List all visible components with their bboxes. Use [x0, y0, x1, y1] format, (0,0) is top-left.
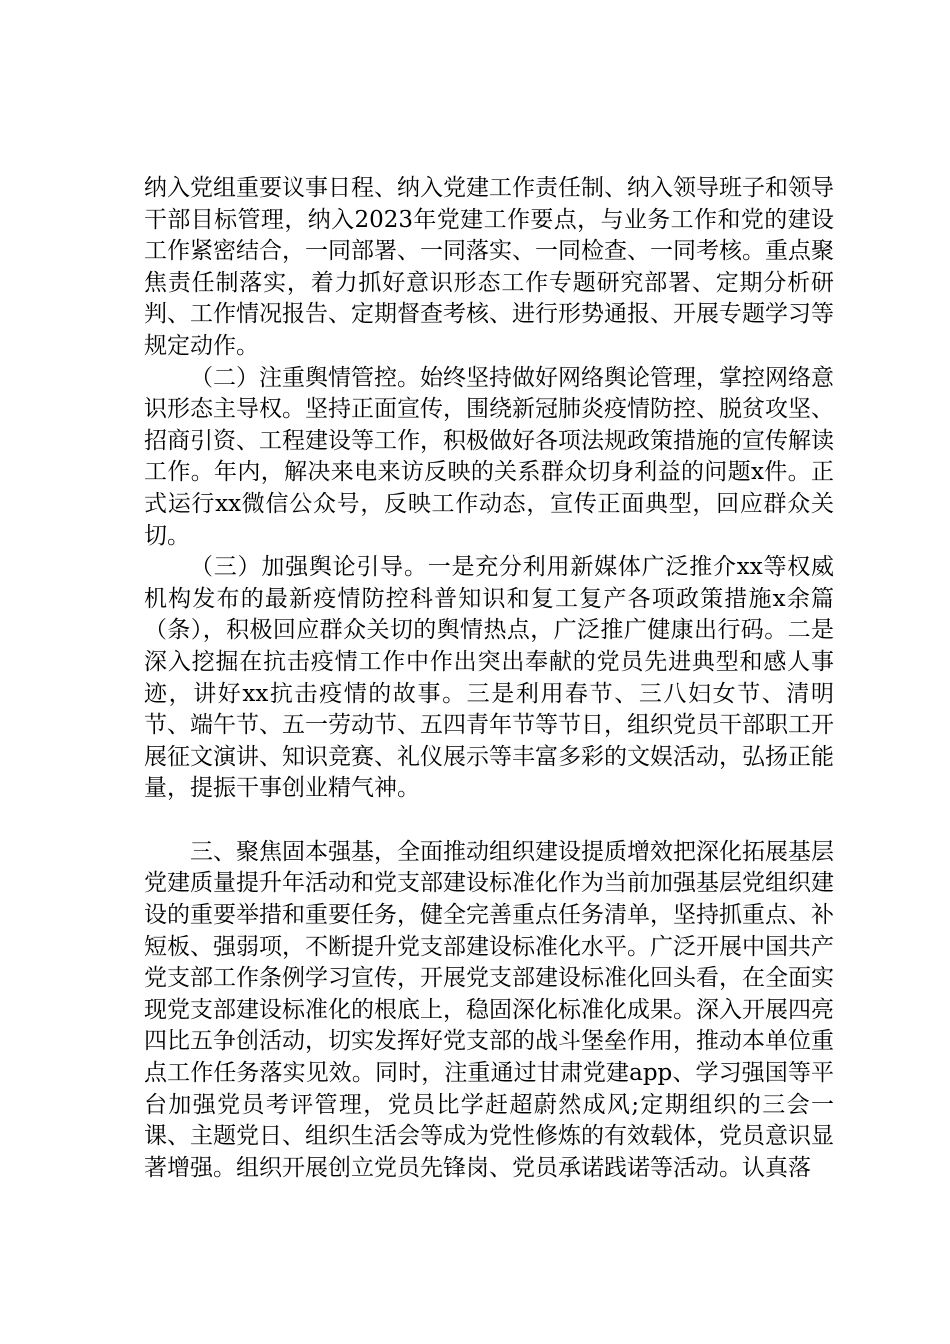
- paragraph-opinion-guidance: （三）加强舆论引导。一是充分利用新媒体广泛推介xx等权威机构发布的最新疫情防控科普知识和复工复产各项政策措施x余篇（条），积极回应群众关切的舆情热点，广泛推广健康出行码。二是深入挖掘在抗击疫情工作中作出突出奉献的党员先进典型和感人事迹，讲好xx抗击疫情的故事。三是利用春节、三八妇女节、清明节、端午节、五一劳动节、五四青年节等节日，组织党员干部职工开展征文演讲、知识竞赛、礼仪展示等丰富多彩的文娱活动，弘扬正能量，提振干事创业精气神。: [144, 554, 834, 802]
- paragraph-gap: [144, 805, 834, 837]
- paragraph-public-opinion-control: （二）注重舆情管控。始终坚持做好网络舆论管理，掌控网络意识形态主导权。坚持正面宣传，围绕新冠肺炎疫情防控、脱贫攻坚、招商引资、工程建设等工作，积极做好各项法规政策措施的宣传解读工作。年内，解决来电来访反映的关系群众切身利益的问题x件。正式运行xx微信公众号，反映工作动态，宣传正面典型，回应群众关切。: [144, 364, 834, 549]
- paragraph-section-three: 三、聚焦固本强基，全面推动组织建设提质增效把深化拓展基层党建质量提升年活动和党支部建设标准化作为当前加强基层党组织建设的重要举措和重要任务，健全完善重点任务清单，坚持抓重点、补短板、强弱项，不断提升党支部建设标准化水平。广泛开展中国共产党支部工作条例学习宣传，开展党支部建设标准化回头看，在全面实现党支部建设标准化的根底上，稳固深化标准化成果。深入开展四亮四比五争创活动，切实发挥好党支部的战斗堡垒作用，推动本单位重点工作任务落实见效。同时，注重通过甘肃党建app、学习强国等平台加强党员考评管理，党员比学赶超蔚然成风;定期组织的三会一课、主题党日、组织生活会等成为党性修炼的有效载体，党员意识显著增强。组织开展创立党员先锋岗、党员承诺践诺等活动。认真落: [144, 838, 834, 1181]
- document-body: [144, 173, 834, 1184]
- paragraph-continuation: 纳入党组重要议事日程、纳入党建工作责任制、纳入领导班子和领导干部目标管理，纳入2023年党建工作要点，与业务工作和党的建设工作紧密结合，一同部署、一同落实、一同检查、一同考核。重点聚焦责任制落实，着力抓好意识形态工作专题研究部署、定期分析研判、工作情况报告、定期督查考核、进行形势通报、开展专题学习等规定动作。: [144, 175, 834, 359]
